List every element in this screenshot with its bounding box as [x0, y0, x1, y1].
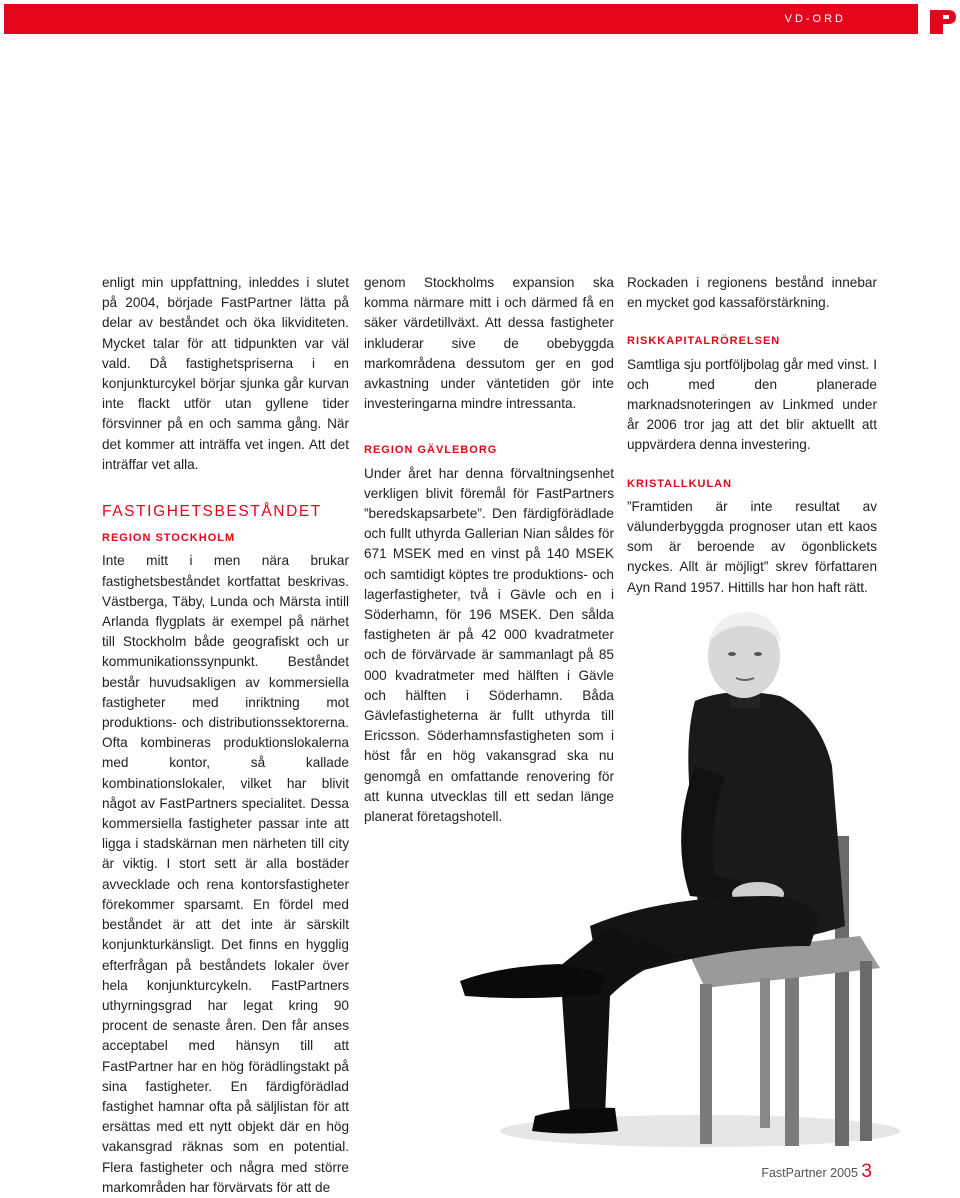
publication-label: FastPartner 2005	[761, 1166, 858, 1180]
section-heading: FASTIGHETSBESTÅNDET	[102, 503, 322, 521]
col2-body: Under året har denna förvaltningsenhet verkligen blivit föremål för FastPartners ”beredskapsarbete”. Den färdigförädlade och fullt uthyrda Gallerian Nian såldes för 671 MSEK med en vinst på 140 MSEK och samtidigt köptes tre produktions- och lagerfastigheter, två i Gävle och en i Söderhamn, för 196 MSEK. Den sålda fastigheten är på 42 000 kvadratmeter och de förvärvade är sammanlagt på 85 000 kvadratmeter med hälften i Gävle och hälften i Söderhamn. Båda Gävlefastigheterna är fullt uthyrda till Ericsson. Söderhamnsfastigheten som i höst får en hög vakansgrad ska nu genomgå en omfattande renovering för att kunna utvecklas till ett sedan länge planerat företagshotell.	[364, 465, 614, 825]
column-1	[102, 273, 349, 1198]
section-label: VD-ORD	[784, 13, 846, 25]
fastpartner-logo-icon	[930, 10, 956, 34]
col3-body1: Samtliga sju portföljbolag går med vinst. I och med den planerade marknadsnoteringen av Linkmed under år 2006 tror jag att det blir aktuellt att uppvärdera denna investering.	[627, 356, 877, 453]
col2-intro: genom Stockholms expansion ska komma närmare mitt i och därmed få en säker värdetillväxt. Att dessa fastigheter inkluderar sive de obebyggda markområdena dessutom ger en god avkastning under väntetiden gör inte investeringarna mindre intressanta.	[364, 275, 614, 412]
column-3	[627, 273, 877, 598]
riskkapital-heading: RISKKAPITALRÖRELSEN	[627, 335, 781, 348]
page-number: 3	[861, 1161, 872, 1182]
region-stockholm-heading: REGION STOCKHOLM	[102, 532, 236, 545]
col3-body2: ”Framtiden är inte resultat av välunderbyggda prognoser utan ett kaos som är beroende av ögonblickets nyckes. Allt är möjligt” skrev författaren Ayn Rand 1957. Hittills har hon haft rätt.	[627, 498, 877, 595]
kristallkulan-heading: KRISTALLKULAN	[627, 477, 733, 490]
portrait-photo	[440, 596, 930, 1156]
col1-body: Inte mitt i men nära brukar fastighetsbeståndet kortfattat beskrivas. Västberga, Täby, Lunda och Märsta intill Arlanda flygplats är exempel på närhet till Stockholm både geografiskt och ur kommunikationssynpunkt. Beståndet består huvudsakligen av kommersiella fastigheter med inriktning mot produktions- och distributionssektorerna. Ofta kombineras produktionslokalerna med kontor, så kallade kombinationslokaler, vilket har blivit något av FastPartners specialitet. Dessa kommersiella fastigheter passar inte att ligga i stadskärnan men närheten till city är viktig. I stort sett är alla bostäder avvecklade och rena kontorsfastigheter förekommer sparsamt. En fördel med beståndet är att det inte är särskilt konjunkturkänsligt. Det finns en hygglig efterfrågan på beståndets lokaler över hela konjunkturcykeln. FastPartners uthyrningsgrad har legat kring 90 procent de senaste åren. Den får anses acceptabel med hänsyn till att FastPartner har en hög förädlingstakt på sina fastigheter. En färdigförädlad fastighet hamnar ofta på säljlistan för att ersättas med ett nytt objekt där en hög vakansgrad räknas som en potential. Flera fastigheter och några med större markområden har förvärvats för att de	[102, 553, 349, 1195]
header-bar	[4, 4, 918, 34]
region-gavleborg-heading: REGION GÄVLEBORG	[364, 444, 498, 457]
col1-intro: enligt min uppfattning, inleddes i slutet på 2004, började FastPartner lätta på delar av beståndet och öka likviditeten. Mycket talar för att tidpunkten var väl vald. Då fastighetspriserna i en konjunkturcykel börjar sjunka går kurvan inte flackt utför utan gyllene tider försvinner på en och samma gång. När det kommer att inträffa vet ingen. Att det inträffar vet alla.	[102, 275, 349, 472]
col3-intro: Rockaden i regionens bestånd innebar en mycket god kassaförstärkning.	[627, 275, 877, 311]
page-footer	[761, 1161, 872, 1183]
